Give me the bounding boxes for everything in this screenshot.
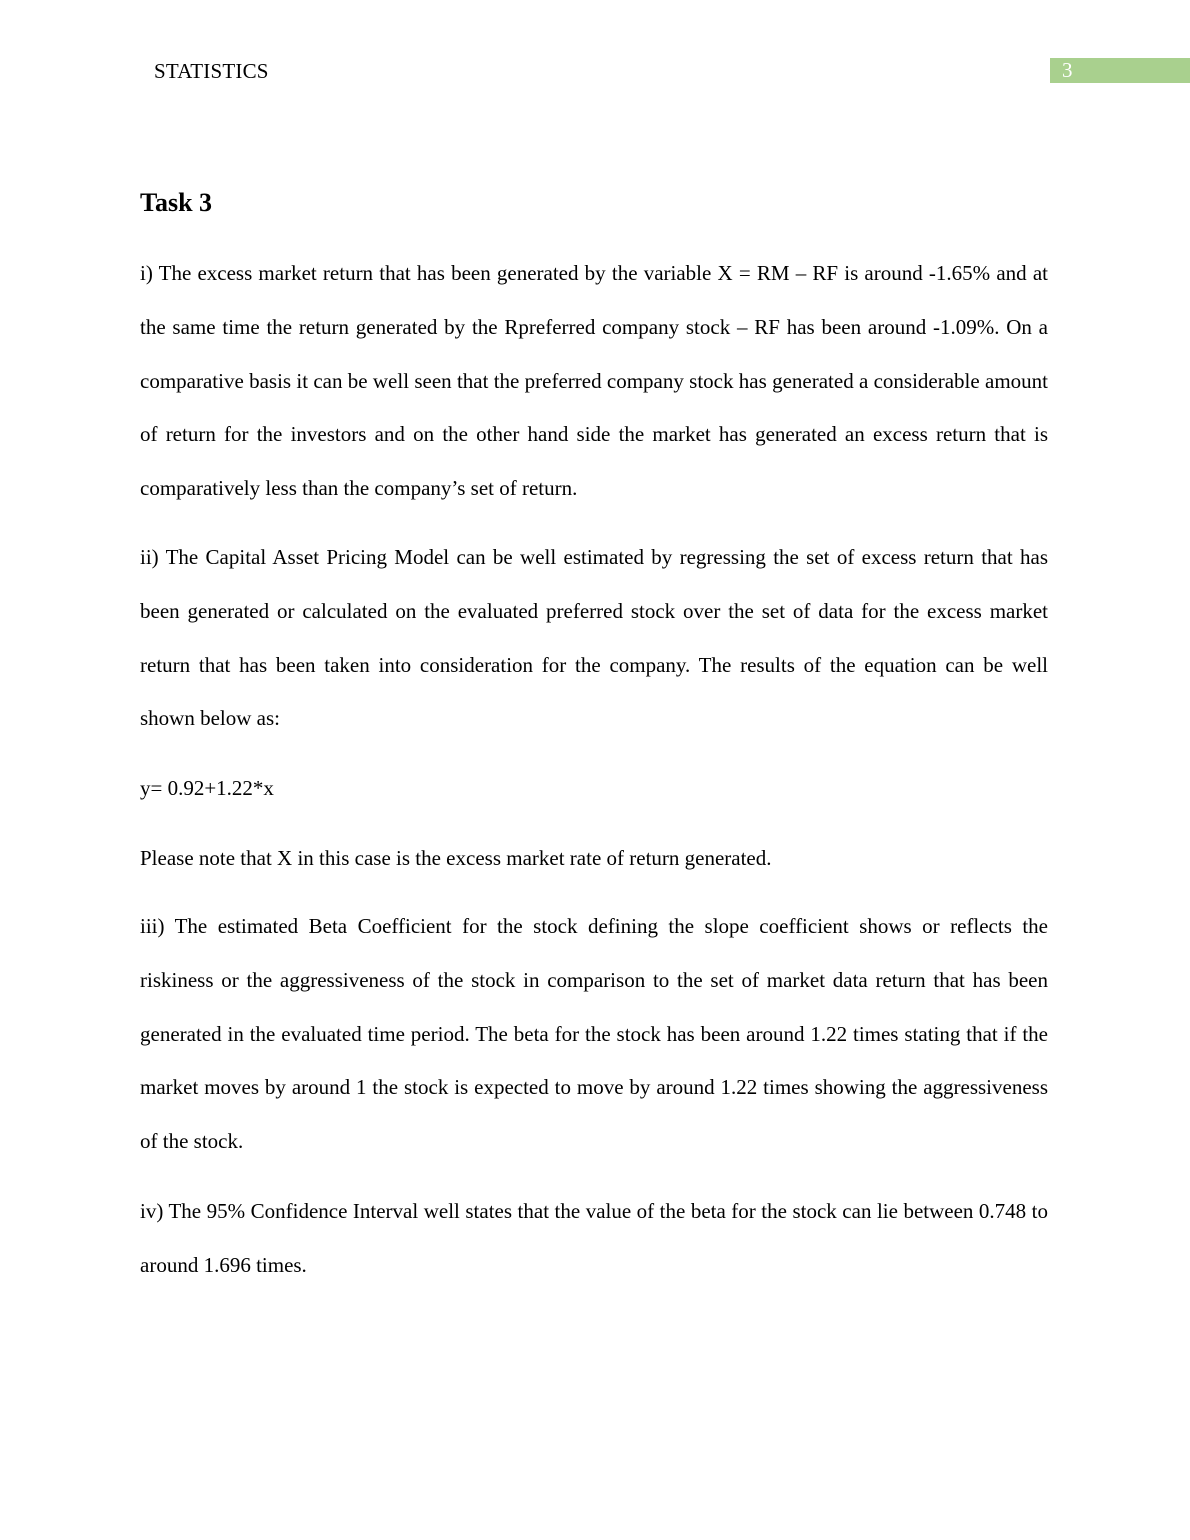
page-number: 3 — [1062, 58, 1073, 82]
paragraph-ii: ii) The Capital Asset Pricing Model can be well estimated by regressing the set of excess return that has been generated or calculated on the evaluated preferred stock over the set of data for the excess market return that has been taken into consideration for the company. The results of the equation can be well shown below as: — [140, 545, 1048, 731]
task-heading: Task 3 — [140, 188, 213, 217]
paragraph-iv: iv) The 95% Confidence Interval well states that the value of the beta for the stock can lie between 0.748 to around 1.696 times. — [140, 1199, 1048, 1277]
equation-note: Please note that X in this case is the excess market rate of return generated. — [140, 846, 772, 870]
paragraph-i: i) The excess market return that has been generated by the variable X = RM – RF is around -1.65% and at the same time the return generated by the Rpreferred company stock – RF has been around -1.09%. On a comparative basis it can be well seen that the preferred company stock has generated a considerable amount of return for the investors and on the other hand side the market has generated an excess return that is comparatively less than the company’s set of return. — [140, 261, 1048, 501]
page-number-bar — [1050, 58, 1190, 83]
paragraph-iii: iii) The estimated Beta Coefficient for the stock defining the slope coefficient shows or reflects the riskiness or the aggressiveness of the stock in comparison to the set of market data return that has been generated in the evaluated time period. The beta for the stock has been around 1.22 times stating that if the market moves by around 1 the stock is expected to move by around 1.22 times showing the aggressiveness of the stock. — [140, 914, 1048, 1154]
running-header-title: STATISTICS — [154, 59, 269, 83]
regression-equation: y= 0.92+1.22*x — [140, 776, 274, 800]
